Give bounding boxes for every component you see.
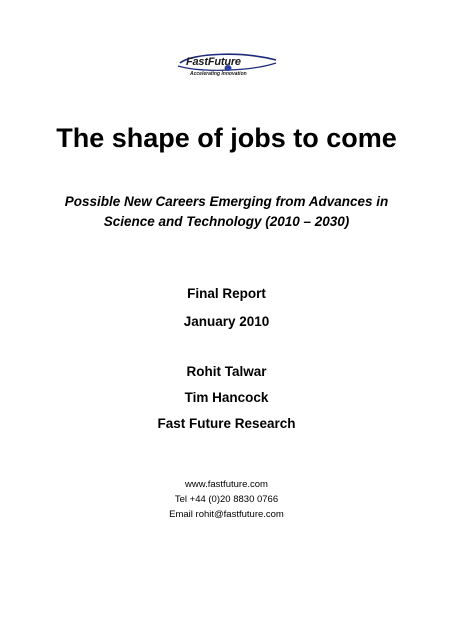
report-type: Final Report — [187, 286, 266, 301]
report-date: January 2010 — [183, 314, 270, 329]
subtitle-line-2: Science and Technology (2010 – 2030) — [103, 214, 350, 229]
document-title: The shape of jobs to come — [56, 123, 397, 153]
author-name: Tim Hancock — [184, 390, 269, 405]
author-name: Rohit Talwar — [186, 364, 267, 379]
fastfuture-logo — [172, 51, 282, 81]
website-link[interactable]: www.fastfuture.com — [185, 479, 268, 490]
subtitle-line-1: Possible New Careers Emerging from Advances in — [64, 194, 389, 209]
phone-number: Tel +44 (0)20 8830 0766 — [174, 494, 279, 505]
logo-tagline: Accelerating Innovation — [190, 71, 247, 77]
logo-name: FastFuture — [186, 56, 241, 68]
email-address[interactable]: Email rohit@fastfuture.com — [169, 509, 284, 520]
organization-name: Fast Future Research — [157, 416, 296, 431]
document-subtitle — [0, 192, 453, 232]
